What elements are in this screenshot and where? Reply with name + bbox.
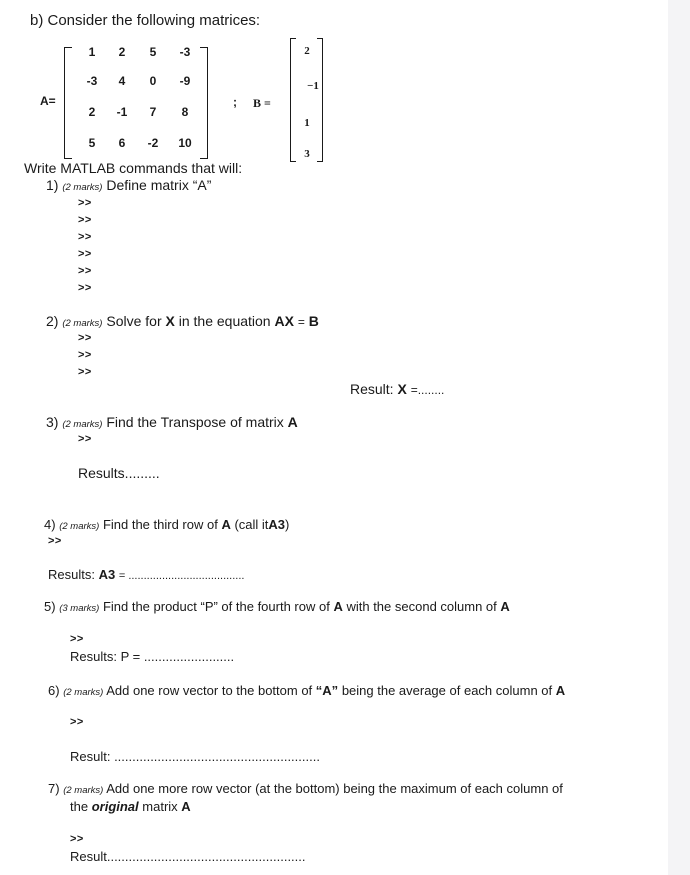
matrix-a-cell: 2 bbox=[88, 105, 96, 119]
matrix-a-cell: 7 bbox=[149, 105, 157, 119]
matrix-b-cell: −1 bbox=[307, 80, 319, 92]
q2-text-c: in the equation bbox=[178, 313, 271, 329]
q5-number: 5) bbox=[44, 599, 56, 614]
matrix-a-cell: 2 bbox=[118, 45, 126, 59]
q7-text-c: original bbox=[91, 799, 139, 814]
matrix-a-cell: 0 bbox=[149, 74, 157, 88]
q5-text-c: with the second column of bbox=[346, 599, 497, 614]
q2-prompt-1: >> bbox=[78, 332, 92, 344]
matrix-a-cell: 5 bbox=[88, 136, 96, 150]
q2-text-e: = bbox=[297, 315, 305, 329]
q4-text-b: A bbox=[221, 517, 231, 532]
q1-prompt-3: >> bbox=[78, 231, 92, 243]
matrix-a-cell: -3 bbox=[179, 45, 191, 59]
matrix-a-cell: 5 bbox=[149, 45, 157, 59]
q1-prompt-2: >> bbox=[78, 214, 92, 226]
q6-marks: (2 marks) bbox=[63, 687, 104, 698]
q6-heading bbox=[48, 683, 565, 698]
q1-prompt-4: >> bbox=[78, 248, 92, 260]
q6-text-b: “A” bbox=[315, 683, 339, 698]
q6-text-d: A bbox=[555, 683, 566, 698]
q4-result bbox=[48, 567, 244, 582]
q7-text-e: A bbox=[181, 799, 191, 814]
q2-heading bbox=[46, 313, 319, 329]
q7-prompt: >> bbox=[70, 833, 84, 845]
q7-marks: (2 marks) bbox=[63, 785, 104, 796]
q6-text-c: being the average of each column of bbox=[341, 683, 553, 698]
q5-prompt: >> bbox=[70, 633, 84, 645]
q4-text-c: (call it bbox=[234, 517, 269, 532]
q1-prompt-6: >> bbox=[78, 282, 92, 294]
matrix-b-right-bracket bbox=[317, 38, 323, 162]
q5-heading bbox=[44, 599, 510, 614]
q4-text-e: ) bbox=[285, 517, 290, 532]
q3-marks: (2 marks) bbox=[62, 419, 103, 430]
q4-result-a: Results: bbox=[48, 567, 95, 582]
matrix-a-label: A= bbox=[40, 94, 56, 108]
q1-heading bbox=[46, 177, 211, 193]
q2-result-dots: =........ bbox=[410, 383, 445, 397]
q7-heading-line2 bbox=[70, 799, 191, 814]
q1-text: Define matrix “A” bbox=[106, 177, 212, 193]
q2-text-b: X bbox=[165, 313, 175, 329]
q3-text: Find the Transpose of matrix bbox=[106, 414, 284, 430]
q2-text-f: B bbox=[308, 313, 319, 329]
matrix-separator: ; bbox=[233, 95, 237, 109]
q2-text-a: Solve for bbox=[106, 313, 162, 329]
matrix-a-cell: 6 bbox=[118, 136, 126, 150]
matrix-b-cell: 2 bbox=[304, 45, 310, 57]
intro-text: Write MATLAB commands that will: bbox=[24, 160, 243, 176]
q2-number: 2) bbox=[46, 313, 59, 329]
q7-text-b: the bbox=[70, 799, 89, 814]
q4-text-a: Find the third row of bbox=[102, 517, 218, 532]
matrix-a-right-bracket bbox=[200, 47, 208, 159]
matrix-b-cell: 3 bbox=[304, 148, 310, 160]
matrix-a-cell: -9 bbox=[179, 74, 191, 88]
q5-text-d: A bbox=[500, 599, 510, 614]
q5-text-a: Find the product “P” of the fourth row of bbox=[102, 599, 330, 614]
q5-result: Results: P = ......................... bbox=[70, 649, 235, 664]
q7-result: Result....................................................... bbox=[70, 849, 306, 864]
q4-result-c: = ...................................... bbox=[118, 570, 245, 582]
matrix-a-cell: 10 bbox=[178, 136, 192, 150]
q5-text-b: A bbox=[333, 599, 343, 614]
q5-marks: (3 marks) bbox=[59, 603, 100, 614]
matrix-a-cell: -2 bbox=[147, 136, 159, 150]
matrix-a-cell: 4 bbox=[118, 74, 126, 88]
q3-number: 3) bbox=[46, 414, 59, 430]
q1-marks: (2 marks) bbox=[62, 182, 103, 193]
matrix-a-left-bracket bbox=[64, 47, 72, 159]
matrix-a-cell: -1 bbox=[116, 105, 128, 119]
q2-text-d: AX bbox=[274, 313, 294, 329]
q4-prompt: >> bbox=[48, 535, 62, 547]
q3-result: Results......... bbox=[78, 465, 160, 481]
q2-marks: (2 marks) bbox=[62, 318, 103, 329]
q4-text-d: A3 bbox=[268, 517, 286, 532]
q2-result bbox=[350, 381, 444, 397]
q1-prompt-5: >> bbox=[78, 265, 92, 277]
q2-result-var: X bbox=[397, 381, 407, 397]
q6-prompt: >> bbox=[70, 716, 84, 728]
q3-heading bbox=[46, 414, 298, 430]
q4-number: 4) bbox=[44, 517, 56, 532]
q4-result-b: A3 bbox=[98, 567, 116, 582]
q1-number: 1) bbox=[46, 177, 59, 193]
q1-prompt-1: >> bbox=[78, 197, 92, 209]
matrix-b-left-bracket bbox=[290, 38, 296, 162]
matrix-a-cell: 1 bbox=[88, 45, 96, 59]
q6-number: 6) bbox=[48, 683, 60, 698]
q7-heading bbox=[48, 781, 563, 796]
q7-number: 7) bbox=[48, 781, 60, 796]
q7-text-d: matrix bbox=[142, 799, 178, 814]
q3-text-bold: A bbox=[287, 414, 298, 430]
matrix-b-label: B = bbox=[253, 96, 271, 110]
q2-prompt-2: >> bbox=[78, 349, 92, 361]
matrix-a-cell: -3 bbox=[86, 74, 98, 88]
q6-text-a: Add one row vector to the bottom of bbox=[106, 683, 313, 698]
section-title: b) Consider the following matrices: bbox=[30, 12, 261, 29]
q2-result-label: Result: bbox=[350, 381, 394, 397]
q4-heading bbox=[44, 517, 289, 532]
q4-marks: (2 marks) bbox=[59, 521, 100, 532]
matrix-b-cell: 1 bbox=[304, 117, 310, 129]
q6-result: Result: ......................................................... bbox=[70, 749, 320, 764]
q7-text-a: Add one more row vector (at the bottom) being the maximum of each column of bbox=[106, 781, 563, 796]
q3-prompt: >> bbox=[78, 433, 92, 445]
matrix-a-cell: 8 bbox=[181, 105, 189, 119]
q2-prompt-3: >> bbox=[78, 366, 92, 378]
